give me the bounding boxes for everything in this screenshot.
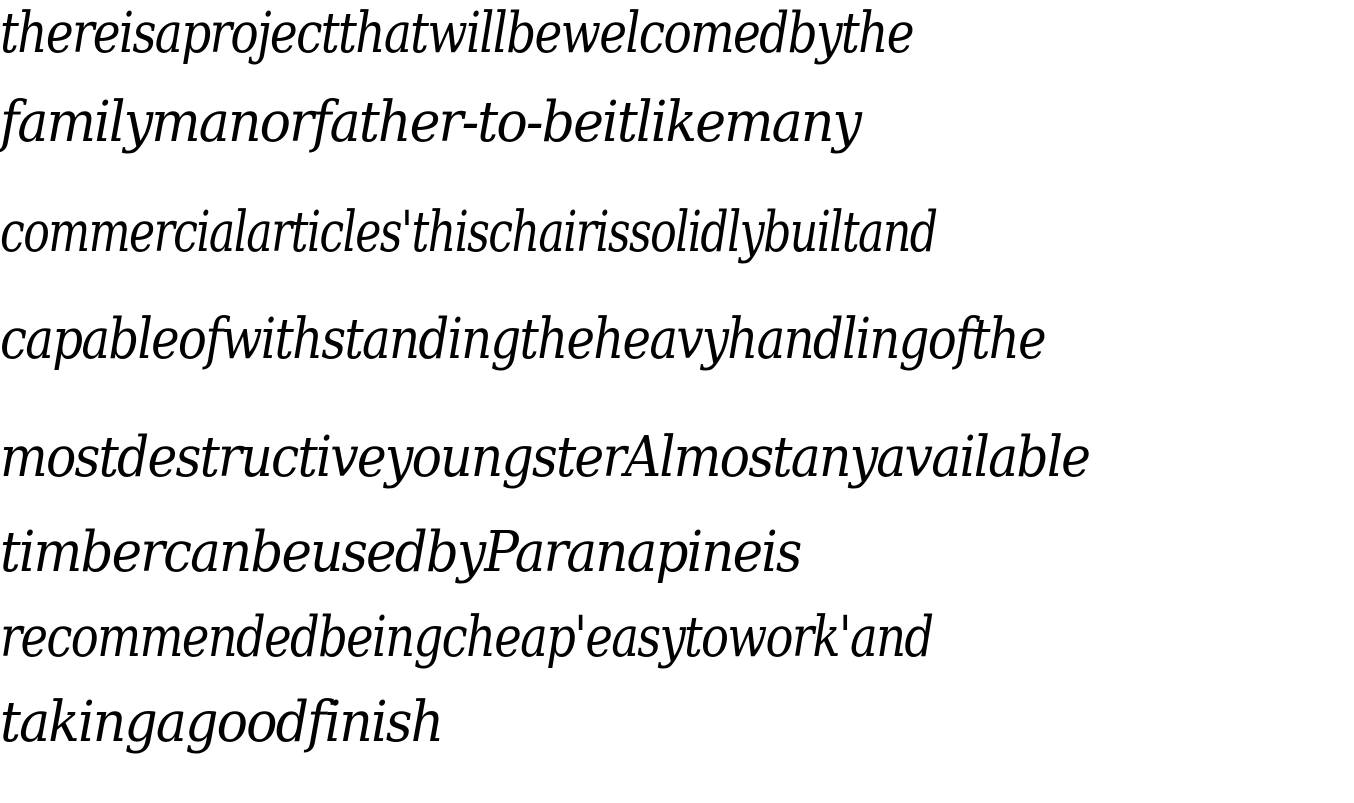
handwritten-line-4: capableofwithstandingtheheavyhandlingofthe	[0, 307, 1045, 372]
handwritten-line-1: thereisaprojectthatwillbewelcomedbythe	[0, 1, 913, 66]
handwritten-line-2: familymanorfather-to-beitlikemany	[0, 90, 861, 155]
handwritten-line-3: commercialarticles'thischairissolidlybuiltand	[0, 200, 937, 265]
handwritten-line-8: takingagoodfinish	[0, 690, 443, 755]
handwritten-line-6: timbercanbeusedbyParanapineis	[0, 520, 801, 585]
handwritten-line-7: recommendedbeingcheap'easytowork'and	[0, 605, 933, 670]
handwritten-line-5: mostdestructiveyoungsterAlmostanyavailable	[0, 425, 1090, 490]
